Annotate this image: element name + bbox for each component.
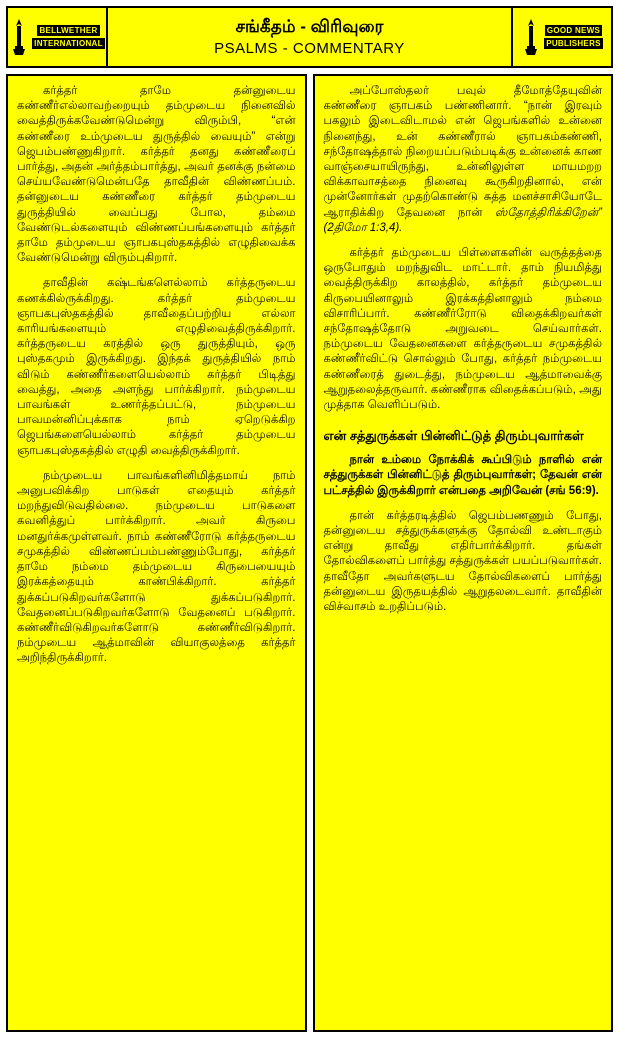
scripture-quote <box>324 453 603 499</box>
logo-line-2: INTERNATIONAL <box>34 39 103 48</box>
bellwether-international-logo <box>8 8 108 66</box>
scripture-reference: ஸ்தோத்திரிக்கிறேன்” (2திமோ 1:3,4). <box>323 206 602 234</box>
paragraph: தாவீதின் கஷ்டங்களெல்லாம் கர்த்தருடைய கணக்கில்ருக்கிறது. கர்த்தர் தம்முடைய ஞாபகபுஸ்தகத்தில் தாவீதைப்பற்றிய எல்லா காரியங்களையும் எழுதிவைத்திருக்கிறார். கர்த்தருடைய கரத்தில் ஒரு துருத்தியும், ஒரு புஸ்தகமும் இருக்கிறது. இந்தக் துருத்தியில் நாம் விடும் கண்ணீர்களையெல்லாம் கர்த்தர் பிடித்து வைத்து, அதை அளந்து பார்க்கிறார். நம்முடைய பாவங்கள் உணர்த்தப்பட்டு, நம்முடைய பாவமன்னிப்புக்காக நாம் ஏறெடுக்கிற ஜெபங்களையெல்லாம் கர்த்தர் தம்முடைய ஞாபகபுஸ்தகத்தில் எழுதி வைத்திருக்கிறார். <box>17 277 296 457</box>
body-columns <box>6 74 613 1032</box>
page-header <box>6 6 613 68</box>
logo-line-1: BELLWETHER <box>39 26 98 35</box>
scripture-quote-text: நான் உம்மை நோக்கிக் கூப்பிடும் நாளில் என் சத்துருக்கள் பின்னிட்டுத் திரும்புவார்கள்; தேவன் என் பட்சத்தில் இருக்கிறார் என்பதை அறிவேன் (சங் 56:9). <box>323 454 602 497</box>
paragraph <box>324 84 603 236</box>
paragraph: தான் கர்த்தரடித்தில் ஜெபம்பணணும் போது, தன்னுடைய சத்துருக்களுக்கு தோல்வி உண்டாகும் என்று தாவீது எதிர்பார்க்கிறார். தங்கள் தோல்விகளைப் பார்த்து சத்துருக்கள் பயப்படுவார்கள். தாவீதோ அவர்களுடய தோல்விகளைப் பார்த்து தன்னுடைய இருதயத்தில் ஆறுதலடைவார். தாவீதின் விச்வாசம் உறதிப்படும். <box>323 509 602 614</box>
logo-line-1: GOOD NEWS <box>546 26 601 35</box>
torch-icon <box>521 17 541 57</box>
right-text-column <box>313 74 614 1032</box>
torch-icon <box>9 17 29 57</box>
good-news-publishers-logo <box>511 8 611 66</box>
left-text-column <box>6 74 307 1032</box>
page-title-tamil: சங்கீதம் - விரிவுரை <box>235 16 384 36</box>
page-title-english: PSALMS - COMMENTARY <box>214 39 405 57</box>
paragraph: கர்த்தர் தாமே தன்னுடைய கண்ணீர்எல்லாவற்றையும் தம்முடைய நினைவில் வைத்திருக்கவேண்டுமென்று விரும்பி, “என் கண்ணீரை உம்முடைய துருத்தில் வையும்” என்று ஜெபம்பண்ணுகிறார். கர்த்தர் தனது கண்ணீரைப் பார்த்து, அதன் அர்த்தம்பார்த்து, அவர் தனக்கு நன்மை செய்யவேண்டுமென்பதே தாவீதின் விண்ணப்பம். தன்னுடைய கண்ணீரை கர்த்தர் தம்முடைய துருத்தியில் வைப்பது போல, தம்மை வேண்டுடல்களையும் விண்ணப்பங்களையும் கர்த்தர் தாமே தம்முடைய ஞாபகபுஸ்தகத்தில் எழுதிவைக்க வேண்டுமென்று விரும்புகிறார். <box>17 85 296 265</box>
paragraph-text: அப்போஸ்தலர் பவுல் தீமோத்தேயுவின் கண்ணீரை ஞாபகம் பண்ணினார். “நான் இரவும் பகலும் இடைவிடாமல் என் ஜெபங்களில் உன்னை நினைந்து, உன் கண்ணீரால் ஞாபகம்கண்ணி, சந்தோஷத்தால் நிறையப்படும்படிக்கு உன்னைக் காண வாஞ்சையாயிருந்து, உன்னிலுள்ள மாயமறற விக்காவாசத்தை நினைவு கூருகிறதினால், என் முன்னோர்கள் முதற்கொண்டு சுத்த மனச்சாசியோடே ஆராதிக்கிற தேவனை நான் <box>323 85 602 219</box>
section-subheading: என் சத்துருக்கள் பின்னிட்டுத் திரும்புவார்கள் <box>323 428 584 444</box>
paragraph: கர்த்தர் தம்முடைய பிள்ளைகளின் வருத்தத்தை ஒருபோதும் மறந்துவிட மாட்டார். தாம் நியமித்து வைத்திருக்கிற காலத்தில், கர்த்தர் தம்முடைய கிருபையினாலும் இரக்கத்தினாலும் நம்மை விசாரிப்பார். கண்ணீர்ரோடு விதைக்கிறவர்கள் சந்தோஷத்தோடு அறுவடை செய்வார்கள். நம்முடைய வேதனைகளை கர்த்தருடைய சமுகத்தில் கண்ணீர்விட்டு சொல்லும் போது, கர்த்தர் நம்முடைய கண்ணீரைத் துடைத்து, நம்முடைய ஆத்மாவைக்கு ஆறுதலைத்தருவார். கண்ணீராக விதைக்கப்படும், அது முத்தாக வெளிப்படும். <box>323 247 602 412</box>
paragraph: நம்முடைய பாவங்களினிமித்தமாய் நாம் அனுபவிக்கிற பாடுகள் எதையும் கர்த்தர் மறந்துவிடுவதில்லை. நம்முடைய பாடுகளை கவனித்துப் பார்க்கிறார். அவர் கிருபை மனதுர்க்கமுள்ளவர். நாம் கண்ணீரோடு கர்த்தருடைய சமுகத்தில் விண்ணப்பம்பண்ணும்போது, கர்த்தர் தாமே நம்மை தம்முடைய கிருபையையும் இரக்கத்தையும் காண்பிக்கிறார். கர்த்தர் துக்கப்படுகிறவர்களோடு துக்கப்படுகிறார். வேதனைப்படுகிறவர்களோடு வேதனைப் படுகிறார். கண்ணீர்விடுகிறவர்களோடு கண்ணீர்விடுகிறார். நம்முடைய ஆத்மாவின் வியாகுலத்தை கர்த்தர் அறிந்திருக்கிறார். <box>17 469 296 665</box>
page-title <box>108 8 511 66</box>
logo-line-2: PUBLISHERS <box>546 39 601 48</box>
